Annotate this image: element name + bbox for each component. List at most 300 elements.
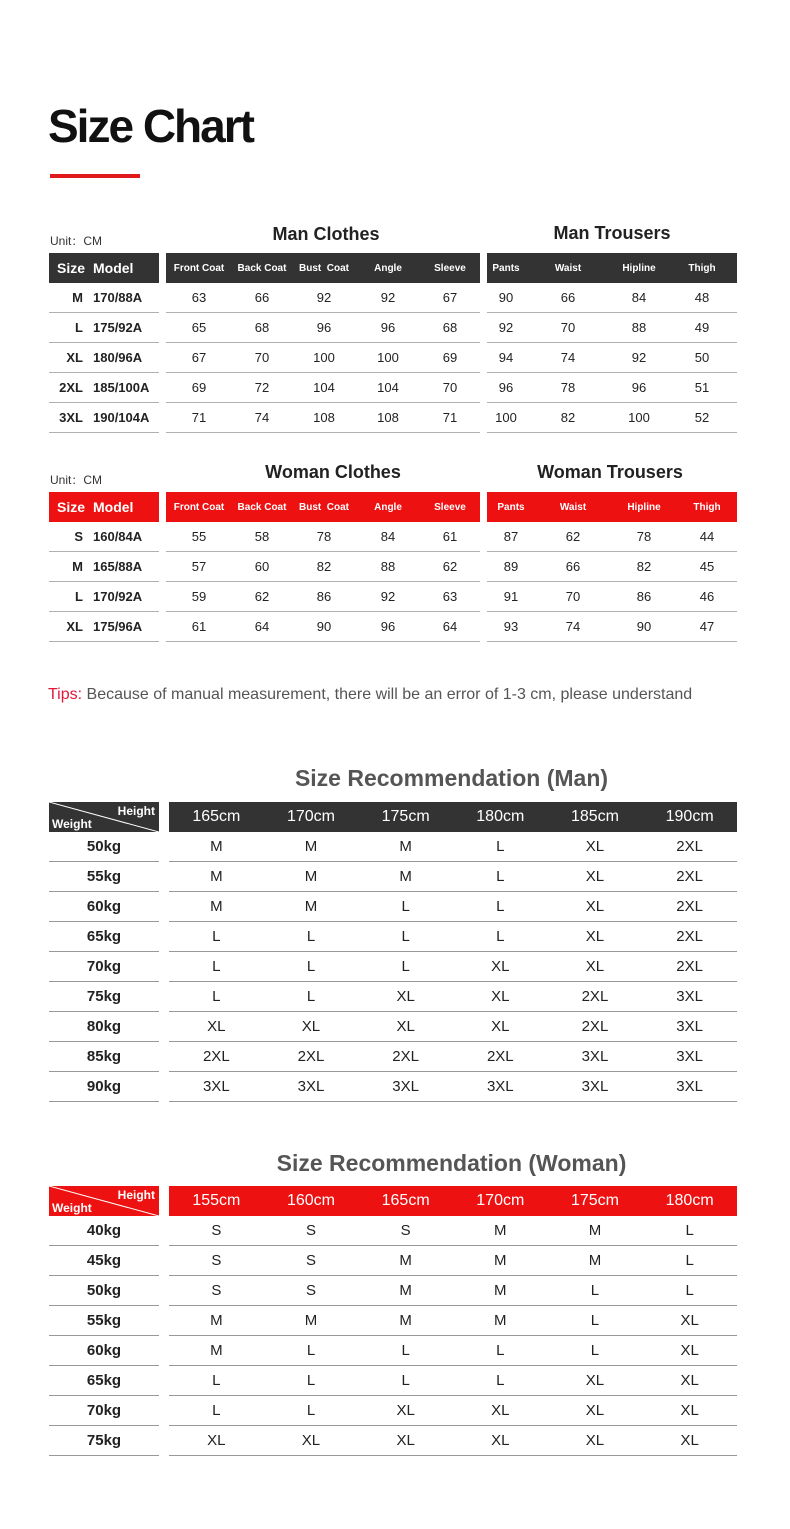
column-header: Sleeve — [420, 253, 480, 283]
weight-label: 85kg — [49, 1042, 159, 1072]
size-cell: XL — [548, 862, 643, 892]
size-cell: XL — [453, 1426, 548, 1456]
table-cell: 52 — [667, 403, 737, 433]
size-cell: XL — [358, 1396, 453, 1426]
height-column-header: 175cm — [358, 802, 453, 832]
table-cell: 88 — [356, 552, 420, 582]
size-cell: 2XL — [642, 862, 737, 892]
table-row — [169, 952, 737, 982]
table-cell: 49 — [667, 313, 737, 343]
size-cell: XL — [642, 1336, 737, 1366]
table-row — [49, 582, 159, 612]
height-column-header: 180cm — [642, 1186, 737, 1216]
column-header: Hipline — [611, 492, 677, 522]
table-row — [169, 1426, 737, 1456]
table-cell: 68 — [420, 313, 480, 343]
size-cell: 3XL — [169, 1072, 264, 1102]
size-cell: XL — [548, 1396, 643, 1426]
column-header: Bust Coat — [292, 253, 356, 283]
column-header: Angle — [356, 253, 420, 283]
size-cell: 2XL — [642, 952, 737, 982]
table-row — [49, 403, 159, 433]
size-cell: M — [358, 1246, 453, 1276]
size-cell: M — [453, 1276, 548, 1306]
table-row — [169, 1042, 737, 1072]
table-row — [49, 1426, 159, 1456]
height-column-header: 155cm — [169, 1186, 264, 1216]
column-header: Thigh — [677, 492, 737, 522]
size-cell: M — [169, 862, 264, 892]
height-column-header: 175cm — [548, 1186, 643, 1216]
table-row — [169, 982, 737, 1012]
size-cell: L — [453, 1366, 548, 1396]
table-cell: 74 — [232, 403, 292, 433]
table-cell: 90 — [611, 612, 677, 642]
rec-woman-table — [169, 1186, 737, 1456]
size-cell: M — [358, 1306, 453, 1336]
size-cell: 3XL — [548, 1072, 643, 1102]
man-clothes-title: Man Clothes — [272, 224, 380, 244]
table-cell: 82 — [525, 403, 611, 433]
table-cell: 60 — [232, 552, 292, 582]
table-cell: 61 — [166, 612, 232, 642]
table-row — [49, 1246, 159, 1276]
table-cell: 63 — [166, 283, 232, 313]
table-cell: 46 — [677, 582, 737, 612]
woman-clothes-title: Woman Clothes — [265, 462, 401, 482]
table-cell: 86 — [292, 582, 356, 612]
table-cell: 87 — [487, 522, 535, 552]
tips-label: Tips: — [48, 686, 83, 703]
table-row — [487, 552, 737, 582]
table-cell: 62 — [420, 552, 480, 582]
table-cell: 59 — [166, 582, 232, 612]
size-cell: L — [358, 1366, 453, 1396]
table-row — [487, 403, 737, 433]
table-cell: 190/104A — [89, 403, 159, 433]
table-row — [49, 892, 159, 922]
height-column-header: 190cm — [642, 802, 737, 832]
table-row — [169, 922, 737, 952]
table-cell: 96 — [356, 313, 420, 343]
weight-label: 45kg — [49, 1246, 159, 1276]
table-row — [49, 1216, 159, 1246]
rec-woman-weight-table — [49, 1186, 159, 1456]
rec-man-title: Size Recommendation (Man) — [294, 765, 609, 791]
table-row — [49, 982, 159, 1012]
size-cell: 2XL — [642, 832, 737, 862]
table-cell: 82 — [611, 552, 677, 582]
table-cell: 170/88A — [89, 283, 159, 313]
size-cell: XL — [453, 982, 548, 1012]
table-cell: 84 — [356, 522, 420, 552]
size-cell: L — [169, 1366, 264, 1396]
size-cell: L — [169, 952, 264, 982]
table-cell: 78 — [525, 373, 611, 403]
size-cell: L — [548, 1336, 643, 1366]
table-cell: S — [49, 522, 89, 552]
size-cell: 3XL — [264, 1072, 359, 1102]
table-cell: 94 — [487, 343, 525, 373]
size-header: Size — [49, 492, 89, 522]
size-cell: S — [264, 1216, 359, 1246]
column-header: Pants — [487, 253, 525, 283]
size-cell: XL — [642, 1426, 737, 1456]
man-trousers-title: Man Trousers — [553, 223, 671, 243]
model-header: Model — [89, 492, 159, 522]
column-header: Back Coat — [232, 492, 292, 522]
man-unit-label: Unit：CM — [50, 234, 103, 248]
woman-trousers-table — [487, 492, 737, 642]
table-cell: 78 — [292, 522, 356, 552]
page-title: Size Chart — [48, 100, 253, 152]
size-cell: L — [453, 1336, 548, 1366]
tips-note — [48, 686, 692, 704]
table-cell: 70 — [525, 313, 611, 343]
table-cell: 160/84A — [89, 522, 159, 552]
table-row — [166, 283, 480, 313]
size-cell: XL — [358, 1426, 453, 1456]
size-cell: S — [169, 1246, 264, 1276]
column-header: Sleeve — [420, 492, 480, 522]
table-cell: 96 — [487, 373, 525, 403]
size-cell: M — [169, 892, 264, 922]
table-row — [49, 313, 159, 343]
table-cell: 88 — [611, 313, 667, 343]
table-row — [169, 832, 737, 862]
height-column-header: 160cm — [264, 1186, 359, 1216]
table-row — [49, 1366, 159, 1396]
table-row — [49, 522, 159, 552]
size-cell: L — [358, 1336, 453, 1366]
table-cell: 47 — [677, 612, 737, 642]
size-cell: XL — [169, 1012, 264, 1042]
column-header: Waist — [525, 253, 611, 283]
height-weight-header: Height Weight — [49, 1186, 159, 1216]
rec-woman-title: Size Recommendation (Woman) — [276, 1150, 627, 1176]
size-cell: L — [642, 1246, 737, 1276]
size-cell: L — [169, 922, 264, 952]
table-row — [49, 552, 159, 582]
table-cell: 64 — [232, 612, 292, 642]
table-cell: 74 — [525, 343, 611, 373]
table-cell: 96 — [356, 612, 420, 642]
height-column-header: 165cm — [169, 802, 264, 832]
table-row — [169, 1396, 737, 1426]
table-cell: 57 — [166, 552, 232, 582]
table-row — [166, 582, 480, 612]
size-cell: XL — [548, 1426, 643, 1456]
title-underline — [50, 174, 140, 178]
table-cell: 91 — [487, 582, 535, 612]
table-cell: 104 — [292, 373, 356, 403]
size-cell: L — [453, 922, 548, 952]
size-cell: L — [453, 862, 548, 892]
size-cell: L — [169, 982, 264, 1012]
table-cell: 55 — [166, 522, 232, 552]
weight-label: 75kg — [49, 982, 159, 1012]
table-cell: M — [49, 552, 89, 582]
size-cell: L — [642, 1276, 737, 1306]
weight-label: 75kg — [49, 1426, 159, 1456]
size-cell: XL — [548, 1366, 643, 1396]
column-header: Angle — [356, 492, 420, 522]
table-row — [166, 373, 480, 403]
weight-label: 65kg — [49, 922, 159, 952]
size-cell: L — [642, 1216, 737, 1246]
table-row — [487, 522, 737, 552]
table-row — [166, 522, 480, 552]
table-cell: 82 — [292, 552, 356, 582]
woman-clothes-table — [166, 492, 480, 642]
table-row — [49, 1042, 159, 1072]
table-cell: 104 — [356, 373, 420, 403]
table-cell: 68 — [232, 313, 292, 343]
table-cell: 100 — [292, 343, 356, 373]
height-weight-header: Height Weight — [49, 802, 159, 832]
table-cell: 100 — [487, 403, 525, 433]
table-cell: 96 — [611, 373, 667, 403]
height-column-header: 170cm — [264, 802, 359, 832]
weight-label: 50kg — [49, 832, 159, 862]
man-size-table — [49, 253, 159, 433]
table-cell: 62 — [232, 582, 292, 612]
table-cell: 90 — [292, 612, 356, 642]
table-cell: 175/92A — [89, 313, 159, 343]
weight-label: 70kg — [49, 1396, 159, 1426]
size-cell: 3XL — [642, 1042, 737, 1072]
table-cell: 69 — [166, 373, 232, 403]
size-cell: S — [264, 1246, 359, 1276]
table-cell: 72 — [232, 373, 292, 403]
size-cell: L — [264, 1366, 359, 1396]
size-cell: 2XL — [548, 982, 643, 1012]
table-cell: 170/92A — [89, 582, 159, 612]
size-cell: XL — [453, 1012, 548, 1042]
column-header: Front Coat — [166, 253, 232, 283]
table-cell: 3XL — [49, 403, 89, 433]
size-cell: 2XL — [642, 892, 737, 922]
weight-label: 40kg — [49, 1216, 159, 1246]
size-cell: L — [453, 892, 548, 922]
table-row — [49, 1012, 159, 1042]
table-row — [49, 343, 159, 373]
size-cell: M — [169, 1336, 264, 1366]
table-row — [169, 1306, 737, 1336]
rec-man-weight-table — [49, 802, 159, 1102]
weight-label: 80kg — [49, 1012, 159, 1042]
table-cell: 92 — [356, 582, 420, 612]
column-header: Waist — [535, 492, 611, 522]
size-cell: XL — [264, 1426, 359, 1456]
size-cell: M — [453, 1306, 548, 1336]
size-cell: 3XL — [548, 1042, 643, 1072]
model-header: Model — [89, 253, 159, 283]
size-cell: M — [358, 862, 453, 892]
table-cell: 51 — [667, 373, 737, 403]
weight-label: 60kg — [49, 892, 159, 922]
table-cell: 70 — [232, 343, 292, 373]
size-cell: 2XL — [169, 1042, 264, 1072]
table-row — [169, 892, 737, 922]
size-cell: L — [358, 892, 453, 922]
size-cell: XL — [453, 1396, 548, 1426]
size-cell: 3XL — [642, 1012, 737, 1042]
size-cell: S — [358, 1216, 453, 1246]
height-column-header: 170cm — [453, 1186, 548, 1216]
table-cell: 69 — [420, 343, 480, 373]
weight-label: 60kg — [49, 1336, 159, 1366]
table-row — [169, 862, 737, 892]
table-cell: 67 — [420, 283, 480, 313]
size-cell: 3XL — [642, 1072, 737, 1102]
weight-label: 90kg — [49, 1072, 159, 1102]
table-row — [487, 343, 737, 373]
weight-label: 50kg — [49, 1276, 159, 1306]
size-cell: L — [358, 922, 453, 952]
size-cell: 2XL — [453, 1042, 548, 1072]
column-header — [49, 802, 159, 832]
table-cell: XL — [49, 343, 89, 373]
size-cell: L — [453, 832, 548, 862]
table-row — [487, 373, 737, 403]
table-row — [169, 1366, 737, 1396]
size-cell: XL — [358, 982, 453, 1012]
table-cell: 90 — [487, 283, 525, 313]
table-cell: 89 — [487, 552, 535, 582]
table-cell: 96 — [292, 313, 356, 343]
table-row — [166, 403, 480, 433]
table-cell: 71 — [166, 403, 232, 433]
table-row — [169, 1072, 737, 1102]
size-cell: L — [264, 952, 359, 982]
column-header: Hipline — [611, 253, 667, 283]
table-cell: 64 — [420, 612, 480, 642]
table-row — [49, 922, 159, 952]
column-header: Bust Coat — [292, 492, 356, 522]
size-cell: S — [264, 1276, 359, 1306]
size-cell: M — [548, 1246, 643, 1276]
column-header: Back Coat — [232, 253, 292, 283]
rec-man-table — [169, 802, 737, 1102]
woman-trousers-title: Woman Trousers — [537, 462, 683, 482]
table-cell: 84 — [611, 283, 667, 313]
table-row — [487, 582, 737, 612]
size-cell: XL — [264, 1012, 359, 1042]
weight-label: 65kg — [49, 1366, 159, 1396]
size-cell: L — [264, 982, 359, 1012]
size-cell: M — [264, 1306, 359, 1336]
table-row — [487, 612, 737, 642]
table-cell: 65 — [166, 313, 232, 343]
table-row — [49, 1336, 159, 1366]
table-row — [49, 283, 159, 313]
table-row — [169, 1216, 737, 1246]
table-cell: 108 — [292, 403, 356, 433]
height-column-header: 180cm — [453, 802, 548, 832]
size-cell: XL — [453, 952, 548, 982]
table-cell: XL — [49, 612, 89, 642]
table-cell: 92 — [611, 343, 667, 373]
table-cell: 92 — [487, 313, 525, 343]
size-cell: 3XL — [453, 1072, 548, 1102]
table-cell: 86 — [611, 582, 677, 612]
size-cell: XL — [358, 1012, 453, 1042]
size-cell: 2XL — [548, 1012, 643, 1042]
size-cell: XL — [642, 1396, 737, 1426]
table-cell: 74 — [535, 612, 611, 642]
size-cell: L — [264, 922, 359, 952]
size-cell: M — [169, 832, 264, 862]
size-cell: M — [264, 862, 359, 892]
size-cell: XL — [548, 922, 643, 952]
table-cell: 58 — [232, 522, 292, 552]
table-cell: 63 — [420, 582, 480, 612]
table-row — [49, 1396, 159, 1426]
size-cell: S — [169, 1276, 264, 1306]
size-cell: M — [453, 1246, 548, 1276]
woman-unit-label: Unit：CM — [50, 473, 103, 487]
size-cell: M — [358, 832, 453, 862]
table-cell: 61 — [420, 522, 480, 552]
table-cell: 45 — [677, 552, 737, 582]
weight-label: 55kg — [49, 1306, 159, 1336]
table-cell: L — [49, 313, 89, 343]
table-cell: 2XL — [49, 373, 89, 403]
size-cell: 3XL — [642, 982, 737, 1012]
table-row — [166, 612, 480, 642]
size-cell: XL — [548, 832, 643, 862]
size-cell: L — [264, 1336, 359, 1366]
table-cell: 78 — [611, 522, 677, 552]
table-cell: 48 — [667, 283, 737, 313]
size-cell: L — [548, 1276, 643, 1306]
size-cell: S — [169, 1216, 264, 1246]
column-header: Front Coat — [166, 492, 232, 522]
table-cell: 100 — [356, 343, 420, 373]
size-cell: XL — [548, 952, 643, 982]
table-cell: 50 — [667, 343, 737, 373]
size-cell: XL — [169, 1426, 264, 1456]
size-cell: L — [169, 1396, 264, 1426]
table-cell: 70 — [420, 373, 480, 403]
table-row — [169, 1246, 737, 1276]
table-row — [49, 862, 159, 892]
size-cell: M — [264, 892, 359, 922]
size-cell: 2XL — [358, 1042, 453, 1072]
table-row — [49, 1276, 159, 1306]
table-row — [166, 552, 480, 582]
size-cell: 3XL — [358, 1072, 453, 1102]
size-cell: M — [169, 1306, 264, 1336]
size-cell: 2XL — [264, 1042, 359, 1072]
table-row — [49, 373, 159, 403]
table-cell: 70 — [535, 582, 611, 612]
table-cell: 44 — [677, 522, 737, 552]
tips-text: Because of manual measurement, there will be an error of 1-3 cm, please understand — [82, 686, 693, 703]
table-row — [166, 313, 480, 343]
size-cell: XL — [642, 1306, 737, 1336]
man-clothes-table — [166, 253, 480, 433]
size-cell: L — [264, 1396, 359, 1426]
table-cell: L — [49, 582, 89, 612]
size-cell: XL — [548, 892, 643, 922]
table-cell: 66 — [535, 552, 611, 582]
size-cell: L — [358, 952, 453, 982]
size-cell: L — [548, 1306, 643, 1336]
table-cell: 165/88A — [89, 552, 159, 582]
table-cell: 66 — [232, 283, 292, 313]
